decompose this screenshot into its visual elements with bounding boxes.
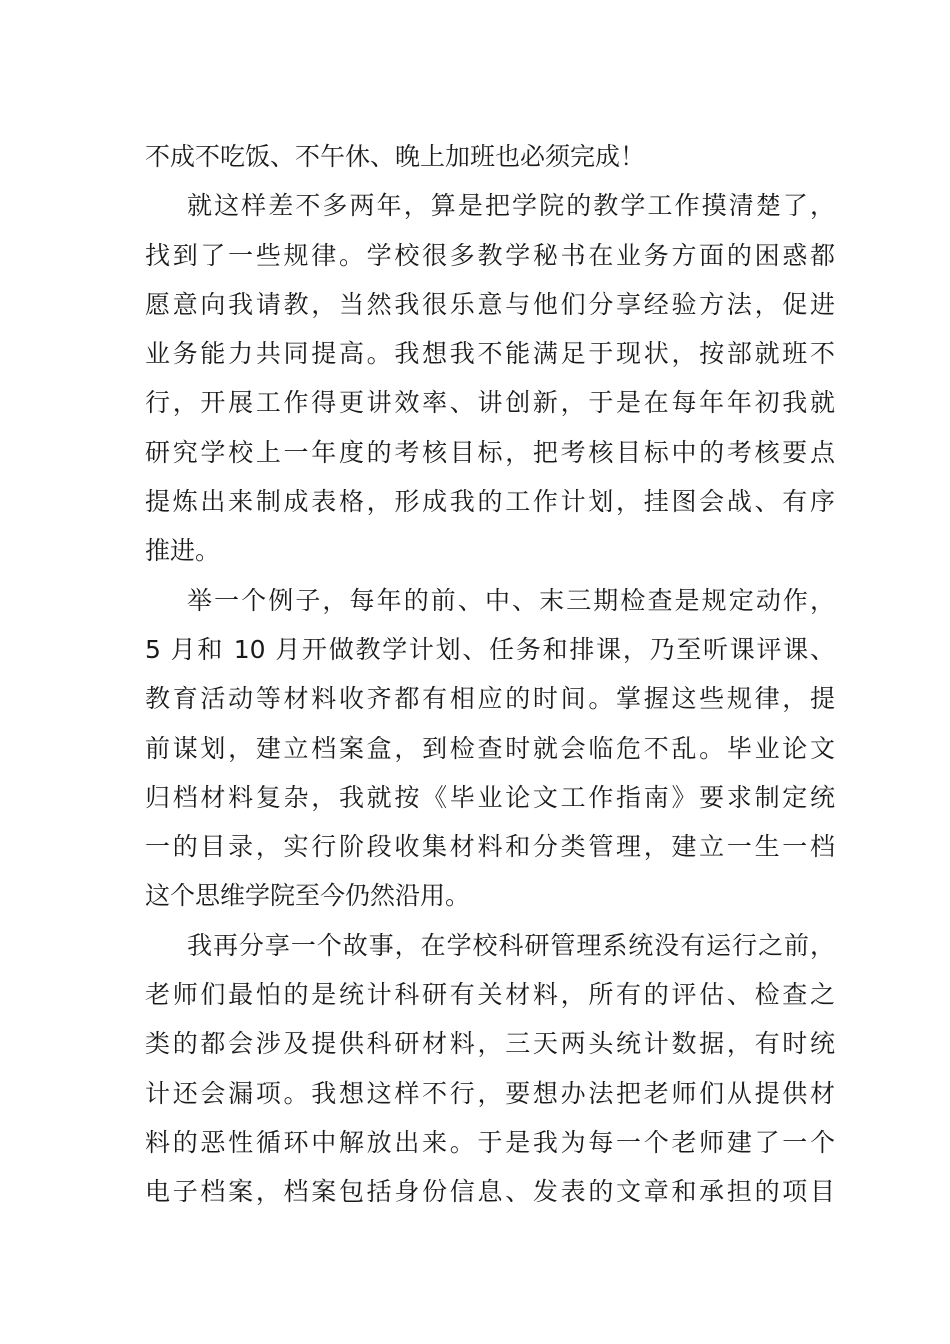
text-line: 归档材料复杂，我就按《毕业论文工作指南》要求制定统 (145, 782, 835, 812)
body-text (145, 132, 835, 1217)
text-line: 行，开展工作得更讲效率、讲创新，于是在每年年初我就 (145, 388, 835, 418)
text-line: 这个思维学院至今仍然沿用。 (145, 881, 471, 911)
paragraph-3 (145, 576, 835, 921)
text-line: 我再分享一个故事，在学校科研管理系统没有运行之前， (187, 930, 835, 960)
text-line: 教育活动等材料收齐都有相应的时间。掌握这些规律，提 (145, 684, 835, 714)
paragraph-4 (145, 921, 835, 1217)
text-line: 愿意向我请教，当然我很乐意与他们分享经验方法，促进 (145, 289, 835, 319)
paragraph-2 (145, 181, 835, 575)
text-line: 找到了一些规律。学校很多教学秘书在业务方面的困惑都 (145, 240, 835, 270)
text-line: 老师们最怕的是统计科研有关材料，所有的评估、检查之 (145, 980, 835, 1010)
text-line: 就这样差不多两年，算是把学院的教学工作摸清楚了， (187, 191, 835, 221)
text-line: 一的目录，实行阶段收集材料和分类管理，建立一生一档 (145, 832, 835, 862)
text-line: 计还会漏项。我想这样不行，要想办法把老师们从提供材 (145, 1078, 835, 1108)
text-line: 5 月和 10 月开做教学计划、任务和排课，乃至听课评课、 (145, 634, 835, 664)
text-line: 推进。 (145, 536, 221, 566)
text-line: 提炼出来制成表格，形成我的工作计划，挂图会战、有序 (145, 487, 835, 517)
paragraph-1 (145, 132, 835, 181)
text-line: 业务能力共同提高。我想我不能满足于现状，按部就班不 (145, 339, 835, 369)
text-line: 料的恶性循环中解放出来。于是我为每一个老师建了一个 (145, 1127, 835, 1157)
text-line: 举一个例子，每年的前、中、末三期检查是规定动作， (187, 585, 835, 615)
text-line: 电子档案，档案包括身份信息、发表的文章和承担的项目 (145, 1177, 835, 1207)
text-line: 不成不吃饭、不午休、晚上加班也必须完成！ (145, 142, 646, 171)
text-line: 研究学校上一年度的考核目标，把考核目标中的考核要点 (145, 437, 835, 467)
text-line: 前谋划，建立档案盒，到检查时就会临危不乱。毕业论文 (145, 733, 835, 763)
text-line: 类的都会涉及提供科研材料，三天两头统计数据，有时统 (145, 1029, 835, 1059)
